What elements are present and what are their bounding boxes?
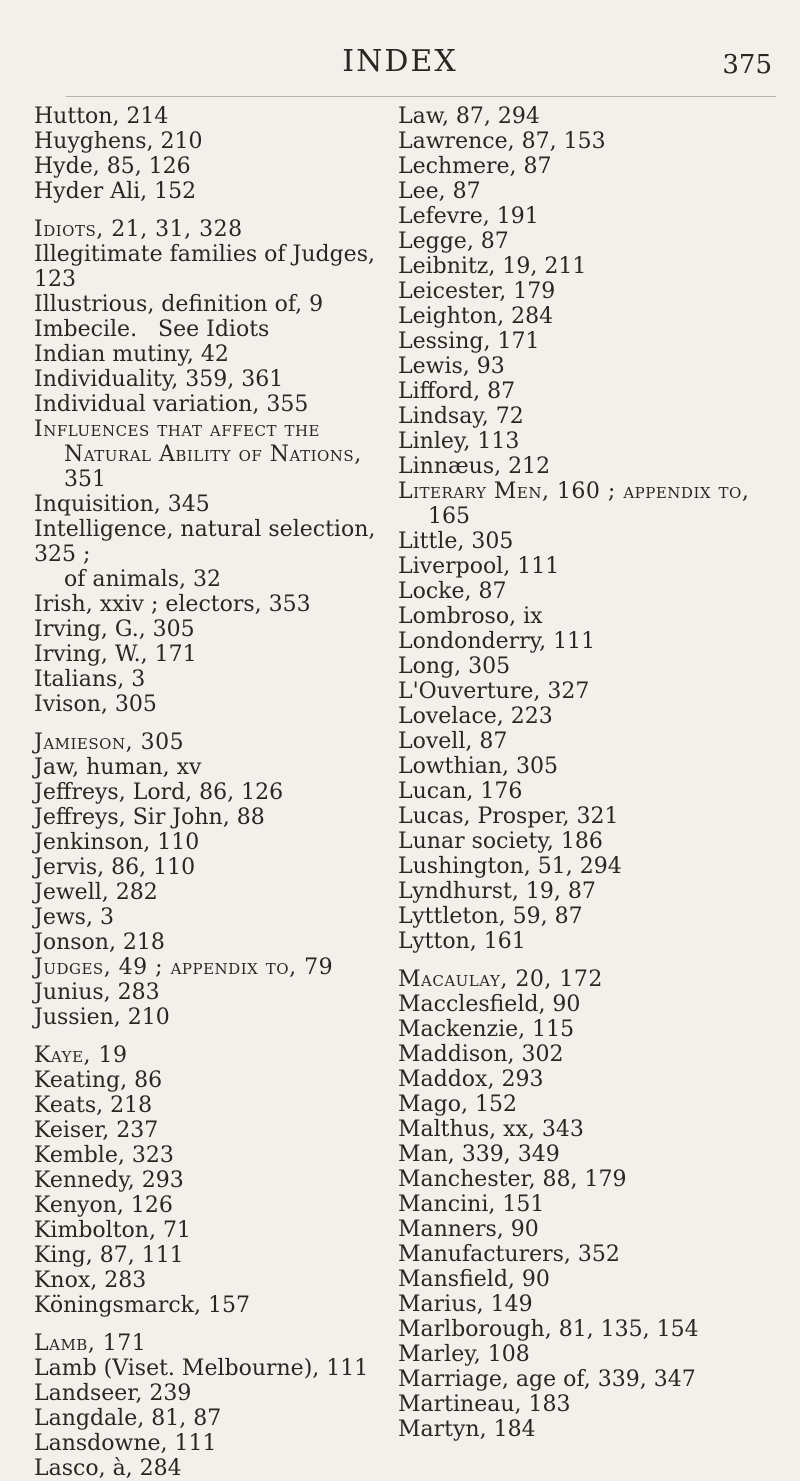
- index-entry: Linnæus, 212: [398, 454, 551, 479]
- index-entry: Jussien, 210: [34, 1005, 170, 1030]
- index-entry: Lucas, Prosper, 321: [398, 804, 619, 829]
- index-entry: Irving, W., 171: [34, 642, 197, 667]
- index-entry: 165: [428, 504, 470, 529]
- index-entry: Marriage, age of, 339, 347: [398, 1367, 696, 1392]
- index-entry: Kaye, 19: [34, 1043, 128, 1068]
- index-entry: Little, 305: [398, 529, 514, 554]
- index-entry: Martyn, 184: [398, 1417, 536, 1442]
- index-entry: Lindsay, 72: [398, 404, 524, 429]
- index-entry: Irving, G., 305: [34, 617, 195, 642]
- index-entry: Inquisition, 345: [34, 492, 210, 517]
- index-entry: Marley, 108: [398, 1342, 530, 1367]
- index-entry: Leighton, 284: [398, 304, 554, 329]
- index-entry: Locke, 87: [398, 579, 507, 604]
- index-entry: Jonson, 218: [34, 930, 165, 955]
- index-entry: Jaw, human, xv: [34, 755, 202, 780]
- page-title: INDEX: [342, 44, 458, 79]
- index-entry: Jews, 3: [34, 905, 114, 930]
- index-entry: Lovelace, 223: [398, 704, 553, 729]
- index-entry: Huyghens, 210: [34, 129, 203, 154]
- index-entry: Lunar society, 186: [398, 829, 603, 854]
- index-entry: Keiser, 237: [34, 1118, 159, 1143]
- index-entry: Jewell, 282: [34, 880, 158, 905]
- index-entry: Jeffreys, Sir John, 88: [34, 805, 265, 830]
- index-entry: Kimbolton, 71: [34, 1218, 191, 1243]
- index-entry: Manufacturers, 352: [398, 1242, 620, 1267]
- section-gap: [34, 717, 404, 730]
- index-entry: Judges, 49 ; appendix to, 79: [34, 955, 334, 980]
- index-entry: Long, 305: [398, 654, 511, 679]
- index-entry: Mackenzie, 115: [398, 1017, 575, 1042]
- index-entry: Irish, xxiv ; electors, 353: [34, 592, 311, 617]
- index-entry: Individual variation, 355: [34, 392, 309, 417]
- index-entry: Jamieson, 305: [34, 730, 185, 755]
- index-entry: Intelligence, natural selection, 325 ;: [34, 517, 383, 567]
- index-entry: of animals, 32: [64, 567, 221, 592]
- index-entry: Hyde, 85, 126: [34, 154, 191, 179]
- index-column-right: [398, 104, 798, 1442]
- index-column-left: [34, 104, 404, 1481]
- index-entry: Lamb (Viset. Melbourne), 111: [34, 1356, 369, 1381]
- index-entry: Kennedy, 293: [34, 1168, 184, 1193]
- page-number: 375: [722, 50, 772, 80]
- index-entry: Malthus, xx, 343: [398, 1117, 584, 1142]
- index-entry: Keats, 218: [34, 1093, 153, 1118]
- index-entry: Lombroso, ix: [398, 604, 543, 629]
- index-entry: Lushington, 51, 294: [398, 854, 622, 879]
- index-entry: Knox, 283: [34, 1268, 147, 1293]
- index-entry: Law, 87, 294: [398, 104, 540, 129]
- index-entry: Literary Men, 160 ; appendix to,: [398, 479, 750, 504]
- index-entry: Marius, 149: [398, 1292, 533, 1317]
- index-entry: Lytton, 161: [398, 929, 526, 954]
- index-entry: Lasco, à, 284: [34, 1456, 182, 1481]
- index-entry: Lessing, 171: [398, 329, 540, 354]
- index-entry: Martineau, 183: [398, 1392, 571, 1417]
- index-entry: Kenyon, 126: [34, 1193, 173, 1218]
- index-entry: Illustrious, definition of, 9: [34, 292, 324, 317]
- section-gap: [34, 1030, 404, 1043]
- index-entry: Lyndhurst, 19, 87: [398, 879, 596, 904]
- index-entry: Maddox, 293: [398, 1067, 544, 1092]
- index-entry: Maddison, 302: [398, 1042, 564, 1067]
- index-entry: Lowthian, 305: [398, 754, 558, 779]
- index-entry: Mancini, 151: [398, 1192, 545, 1217]
- index-entry: Leicester, 179: [398, 279, 556, 304]
- index-entry: Jenkinson, 110: [34, 830, 200, 855]
- index-entry: Italians, 3: [34, 667, 146, 692]
- index-entry: Köningsmarck, 157: [34, 1293, 250, 1318]
- index-entry: Mago, 152: [398, 1092, 517, 1117]
- index-entry: Macclesfield, 90: [398, 992, 581, 1017]
- index-entry: Lansdowne, 111: [34, 1431, 217, 1456]
- index-entry: Jeffreys, Lord, 86, 126: [34, 780, 284, 805]
- index-entry: Manners, 90: [398, 1217, 539, 1242]
- index-entry: Legge, 87: [398, 229, 509, 254]
- index-entry: Linley, 113: [398, 429, 520, 454]
- index-entry: Lechmere, 87: [398, 154, 552, 179]
- header-rule: [66, 96, 776, 97]
- index-entry: 351: [64, 467, 106, 492]
- index-entry: Manchester, 88, 179: [398, 1167, 627, 1192]
- index-entry: Hutton, 214: [34, 104, 169, 129]
- index-entry: Landseer, 239: [34, 1381, 192, 1406]
- index-entry: Ivison, 305: [34, 692, 157, 717]
- index-entry: Leibnitz, 19, 211: [398, 254, 587, 279]
- index-entry: Idiots, 21, 31, 328: [34, 217, 243, 242]
- index-entry: Lyttleton, 59, 87: [398, 904, 583, 929]
- section-gap: [34, 204, 404, 217]
- index-entry: Lewis, 93: [398, 354, 505, 379]
- index-entry: Influences that affect the: [34, 417, 320, 442]
- index-entry: Keating, 86: [34, 1068, 163, 1093]
- index-entry: Junius, 283: [34, 980, 160, 1005]
- index-entry: Macaulay, 20, 172: [398, 967, 603, 992]
- index-entry: Lucan, 176: [398, 779, 523, 804]
- section-gap: [34, 1318, 404, 1331]
- index-entry: Hyder Ali, 152: [34, 179, 197, 204]
- page-header: [0, 44, 800, 90]
- index-entry: Liverpool, 111: [398, 554, 560, 579]
- index-entry: Mansfield, 90: [398, 1267, 550, 1292]
- index-entry: Langdale, 81, 87: [34, 1406, 222, 1431]
- section-gap: [398, 954, 798, 967]
- index-entry: Individuality, 359, 361: [34, 367, 284, 392]
- index-entry: Lifford, 87: [398, 379, 516, 404]
- index-entry: King, 87, 111: [34, 1243, 184, 1268]
- index-entry: Lovell, 87: [398, 729, 508, 754]
- index-entry: Lee, 87: [398, 179, 481, 204]
- index-entry: Kemble, 323: [34, 1143, 174, 1168]
- index-entry: Indian mutiny, 42: [34, 342, 229, 367]
- index-entry: Lefevre, 191: [398, 204, 539, 229]
- index-entry: Londonderry, 111: [398, 629, 596, 654]
- index-entry: Marlborough, 81, 135, 154: [398, 1317, 699, 1342]
- index-entry: L'Ouverture, 327: [398, 679, 590, 704]
- index-entry: Man, 339, 349: [398, 1142, 560, 1167]
- index-entry: Imbecile. See Idiots: [34, 317, 270, 342]
- index-entry: Natural Ability of Nations,: [64, 442, 362, 467]
- index-entry: Lawrence, 87, 153: [398, 129, 606, 154]
- index-entry: Illegitimate families of Judges, 123: [34, 242, 382, 292]
- index-entry: Lamb, 171: [34, 1331, 147, 1356]
- index-entry: Jervis, 86, 110: [34, 855, 196, 880]
